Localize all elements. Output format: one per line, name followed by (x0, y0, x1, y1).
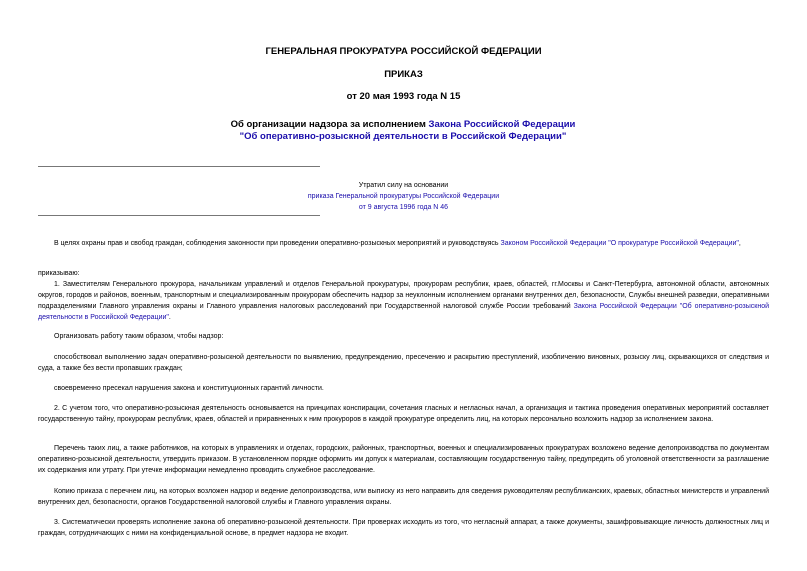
item-1-text: 1. Заместителям Генерального прокурора, начальникам управлений и отделов Генеральной прокуратуры, прокурорам республик, краев, областей, гг.Москвы и Санкт-Петербурга, автономной области, автономных округов, городов и районов, военным, транспортным и специализированным прокурорам обеспечить надзор за неуклонным исполнением органами внутренних дел, безопасности, Службы внешней разведки, оперативными подразделениями Главного управления охраны и Главного управления налоговых расследований при Государственной налоговой службе России требований (38, 281, 769, 310)
preamble-paragraph (38, 238, 769, 249)
bullet-2-paragraph: своевременно пресекал нарушения закона и конституционных гарантий личности. (54, 385, 324, 392)
preamble-suffix: , (738, 240, 741, 247)
bottom-divider (38, 215, 320, 216)
prosecution-law-link[interactable]: Законом Российской Федерации "О прокуратуре Российской Федерации" (500, 240, 739, 247)
organize-paragraph: Организовать работу таким образом, чтобы надзор: (54, 333, 224, 340)
item-1-suffix: . (168, 314, 171, 321)
item-3-paragraph: 3. Систематически проверять исполнение закона об оперативно-розыскной деятельности. При проверках исходить из того, что негласный аппарат, а также документы, зашифровывающие личность должностных лиц и граждан, сотрудничающих с ними на конфиденциальной основе, в предмет надзора не входит. (38, 519, 769, 537)
item-1-paragraph (38, 279, 769, 323)
preamble-text: В целях охраны прав и свобод граждан, соблюдения законности при проведении оперативно-розыскных мероприятий и руководствуясь (54, 240, 501, 247)
status-note-line1: Утратил силу на основании (358, 182, 449, 189)
list-paragraph: Перечень таких лиц, а также работников, на которых в управлениях и отделах, городских, районных, транспортных, военных и специализированных прокуратурах возложено ведение делопроизводства по документам оперативно-розыскной деятельности, утвердить приказом. В установленном порядке оформить им допуск к материалам, составляющим государственную тайну, предупредить об уголовной ответственности за разглашение их содержания или утрату. При утечке информации немедленно проводить служебное расследование. (38, 445, 769, 474)
status-note-link[interactable] (0, 191, 807, 202)
bullet-1-paragraph: способствовал выполнению задач оперативно-розыскной деятельности по выявлению, предупреждению, пресечению и раскрытию преступлений, изобличению виновных, розыску лиц, скрывающихся от следствия и суда, а также без вести пропавших граждан; (38, 354, 769, 372)
agency-heading: ГЕНЕРАЛЬНАЯ ПРОКУРАТУРА РОССИЙСКОЙ ФЕДЕРАЦИИ (265, 46, 542, 57)
status-note-link-date[interactable] (0, 202, 807, 213)
title-prefix: Об организации надзора за исполнением (230, 119, 429, 130)
top-divider (38, 166, 320, 167)
ord-law-link[interactable]: Закона Российской Федерации "Об оперативно-розыскной деятельности в Российской Федерации" (38, 303, 769, 321)
document-date-number: от 20 мая 1993 года N 15 (346, 91, 461, 102)
copy-paragraph: Копию приказа с перечнем лиц, на которых возложен надзор и ведение делопроизводства, или выписку из него направить для сведения руководителям республиканских, краевых, областных министерств и управлений внутренних дел, безопасности, органов Государственной налоговой службы и Главного управления охраны. (38, 488, 769, 506)
repeal-order-link[interactable]: приказа Генеральной прокуратуры Российской Федерации (307, 193, 500, 200)
document-type: ПРИКАЗ (384, 69, 423, 80)
item-2-paragraph: 2. С учетом того, что оперативно-розыскная деятельность основывается на принципах конспирации, сочетания гласных и негласных начал, а организация и тактика проведения оперативных мероприятий составляет государственную тайну, прокурорам республик, краев, областей и приравненных к ним прокуроров в каждой прокуратуре определить лиц, на которых персонально возложить надзор за исполнением закона. (38, 405, 769, 423)
title-law-link[interactable]: Закона Российской Федерации "Об оперативно-розыскной деятельности в Российской Федерации" (239, 119, 576, 142)
repeal-order-date-link[interactable]: от 9 августа 1996 года N 46 (358, 204, 449, 211)
order-word: приказываю: (38, 270, 80, 277)
document-title (228, 119, 578, 143)
